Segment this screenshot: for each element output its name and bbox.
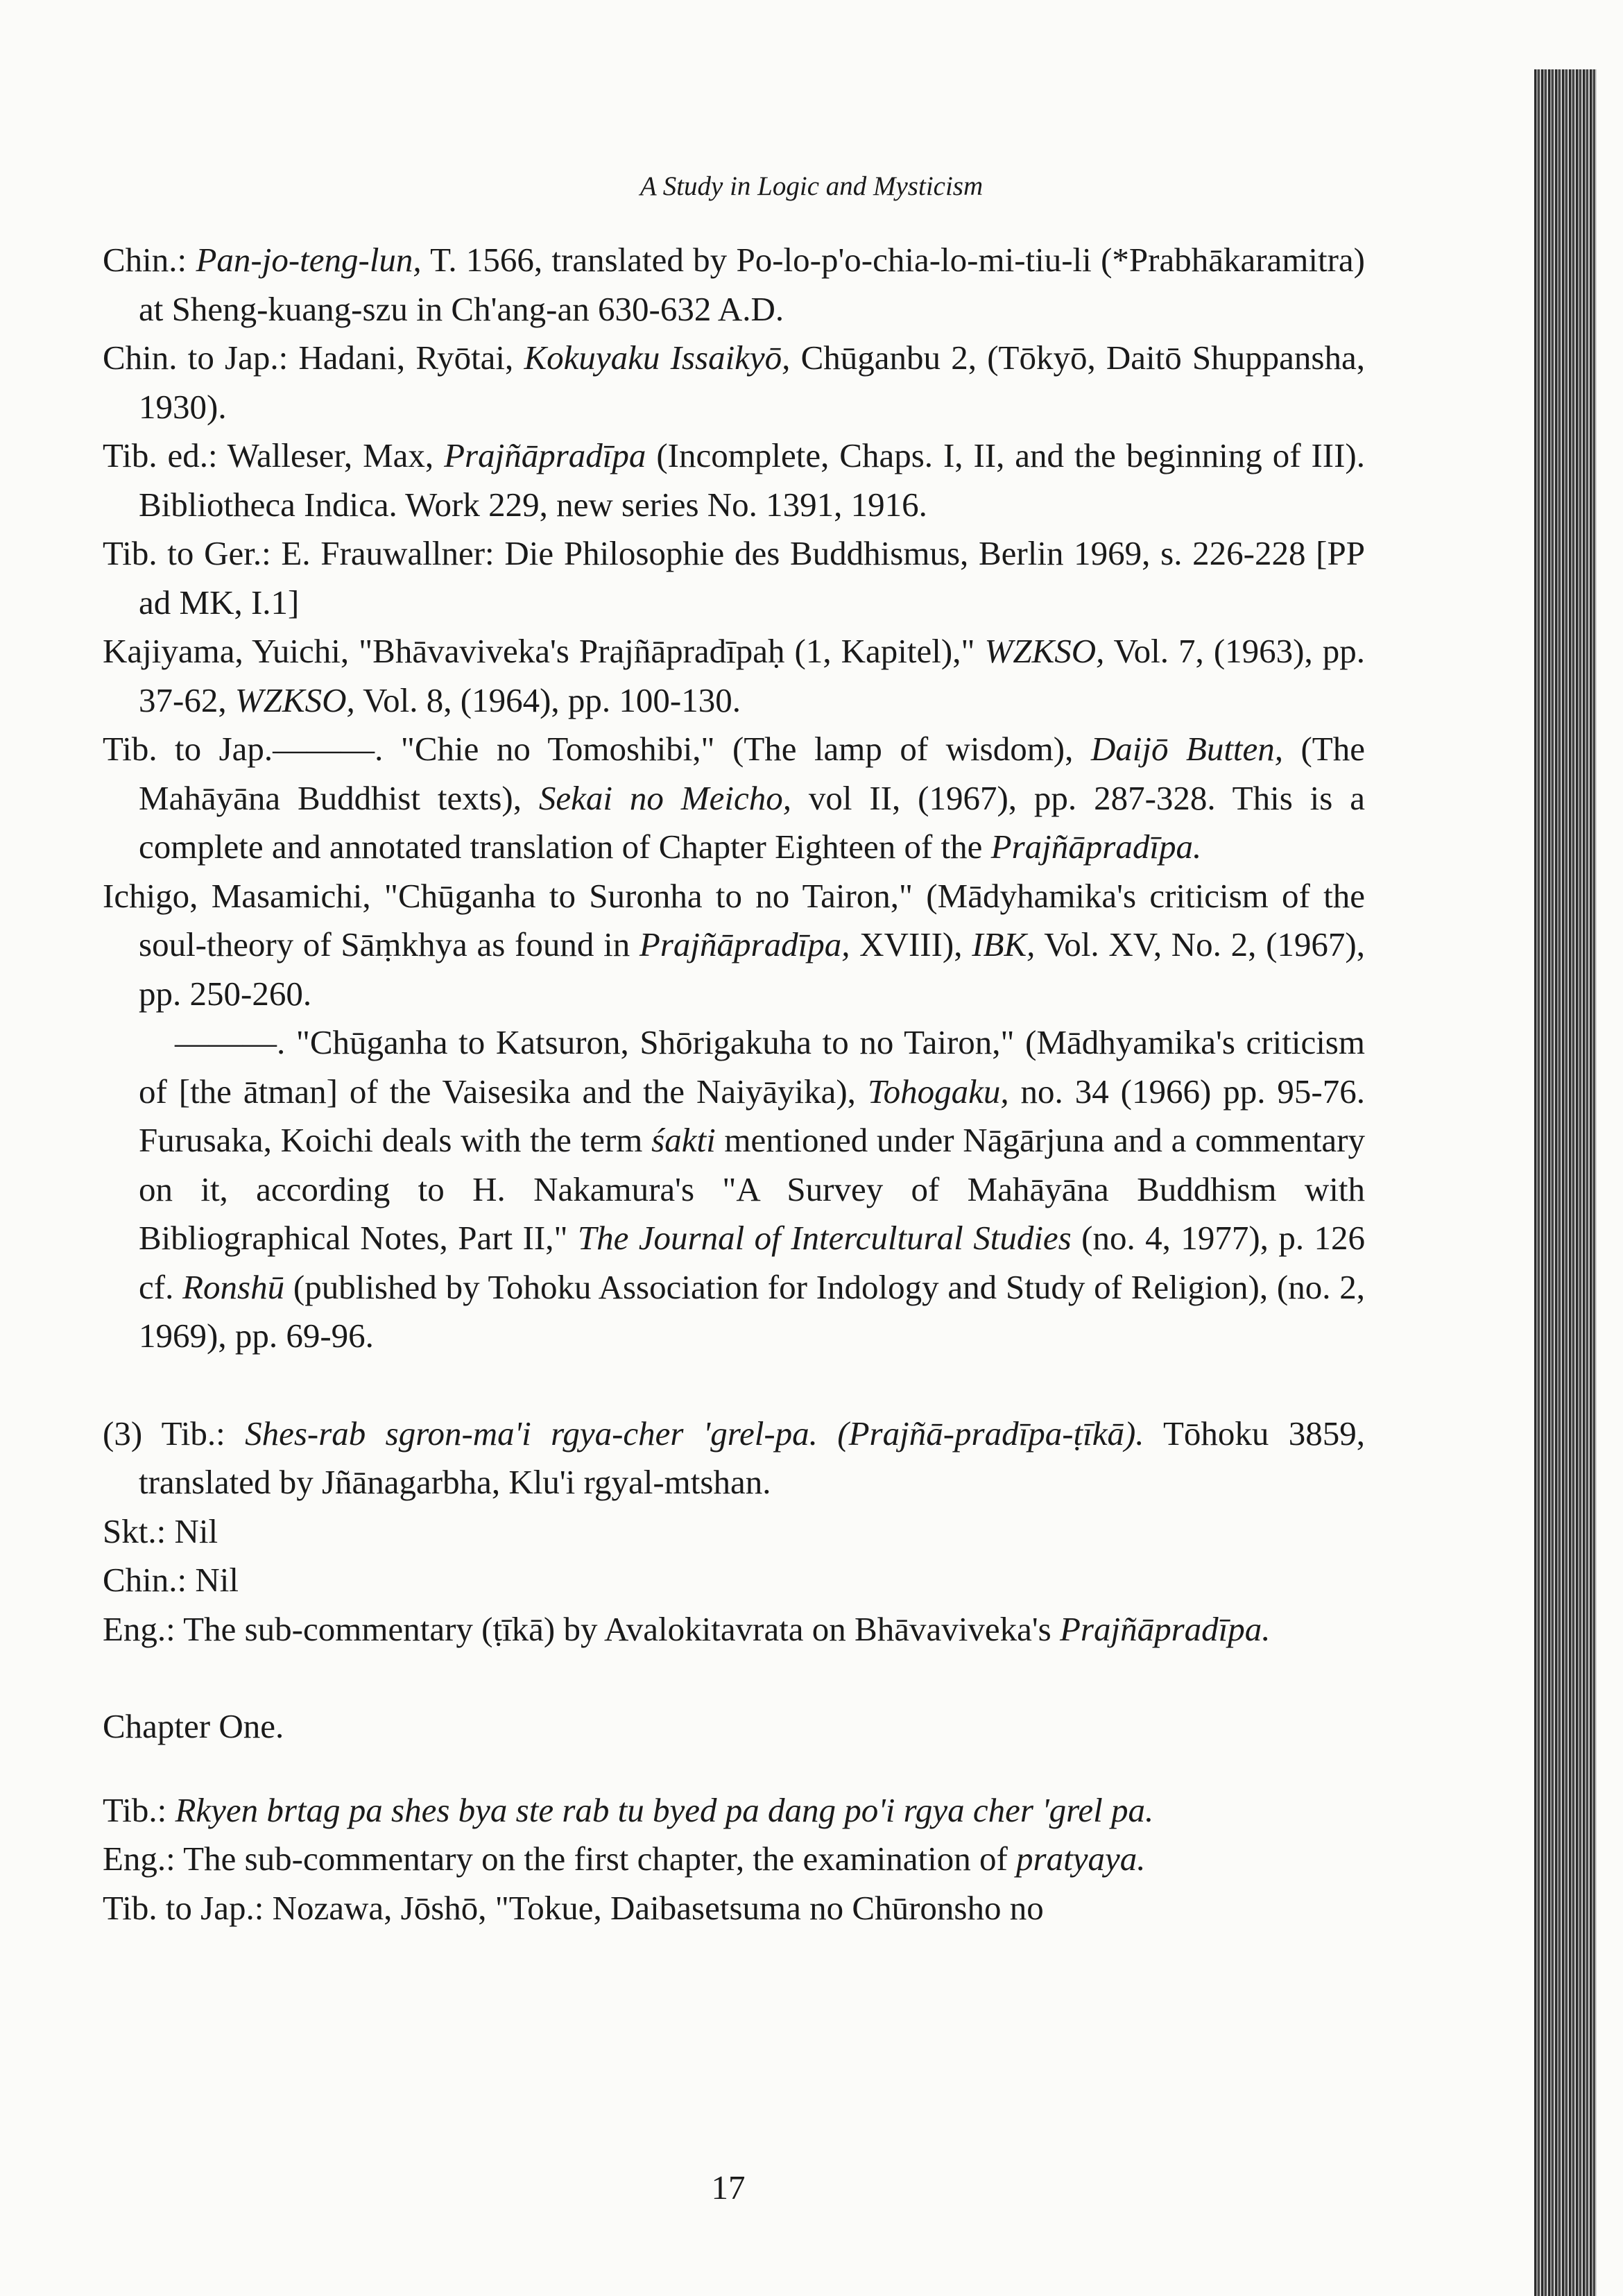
entry-ichigo-continuation: ———. "Chūganha to Katsuron, Shōrigakuha to no Tairon," (Mādhyamika's criticism of [the ātman] of the Vaisesika and the Naiyāyika), Tohogaku, no. 34 (1966) pp. 95-76. Furusaka, Koichi deals with the term śakti mentioned under Nāgārjuna and a commentary on it, according to H. Nakamura's "A Survey of Mahāyāna Buddhism with Bibliographical Notes, Part II," The Journal of Intercultural Studies (no. 4, 1977), p. 126 cf. Ronshū (published by Tohoku Association for Indology and Study of Religion), (no. 2, 1969), pp. 69-96. <box>139 1023 1366 1355</box>
entry-chin-to-jap: Chin. to Jap.: Hadani, Ryōtai, Kokuyaku Issaikyō, Chūganbu 2, (Tōkyō, Daitō Shuppansha, 1930). <box>103 339 1365 426</box>
spacer <box>103 1751 1365 1786</box>
spacer <box>103 1361 1365 1410</box>
entry-chin: Chin.: Pan-jo-teng-lun, T. 1566, translated by Po-lo-p'o-chia-lo-mi-tiu-li (*Prabhākaramitra) at Sheng-kuang-szu in Ch'ang-an 630-632 A.D. <box>103 241 1365 328</box>
entry-chapter-tib-to-jap: Tib. to Jap.: Nozawa, Jōshō, "Tokue, Daibasetsuma no Chūronsho no <box>103 1888 1044 1927</box>
running-head: A Study in Logic and Mysticism <box>639 171 984 201</box>
spacer <box>103 1654 1365 1702</box>
entry-chapter-eng: Eng.: The sub-commentary on the first chapter, the examination of pratyaya. <box>103 1840 1146 1878</box>
entry-section3-tib: (3) Tib.: Shes-rab sgron-ma'i rgya-cher 'grel-pa. (Prajñā-pradīpa-ṭīkā). Tōhoku 3859, translated by Jñānagarbha, Klu'i rgyal-mtshan. <box>103 1414 1366 1501</box>
body-text <box>103 236 1365 1933</box>
entry-tib-to-ger: Tib. to Ger.: E. Frauwallner: Die Philosophie des Buddhismus, Berlin 1969, s. 226-228 [PP ad MK, I.1] <box>103 534 1365 622</box>
entry-section3-skt: Skt.: Nil <box>103 1511 218 1550</box>
entry-tib-to-jap: Tib. to Jap.———. "Chie no Tomoshibi," (The lamp of wisdom), Daijō Butten, (The Mahāyāna Buddhist texts), Sekai no Meicho, vol II, (1967), pp. 287-328. This is a complete and annotated translation of Chapter Eighteen of the Prajñāpradīpa. <box>103 730 1365 866</box>
entry-tib-ed: Tib. ed.: Walleser, Max, Prajñāpradīpa (Incomplete, Chaps. I, II, and the beginning of III). Bibliotheca Indica. Work 229, new series No. 1391, 1916. <box>103 436 1365 524</box>
book-edge-strip <box>1534 69 1597 2296</box>
entry-chapter-tib: Tib.: Rkyen brtag pa shes bya ste rab tu byed pa dang po'i rgya cher 'grel pa. <box>103 1790 1154 1829</box>
entry-ichigo: Ichigo, Masamichi, "Chūganha to Suronha to no Tairon," (Mādyhamika's criticism of the soul-theory of Sāṃkhya as found in Prajñāpradīpa, XVIII), IBK, Vol. XV, No. 2, (1967), pp. 250-260. <box>103 876 1366 1013</box>
entry-kajiyama: Kajiyama, Yuichi, "Bhāvaviveka's Prajñāpradīpaḥ (1, Kapitel)," WZKSO, Vol. 7, (1963), pp. 37-62, WZKSO, Vol. 8, (1964), pp. 100-130. <box>103 632 1365 719</box>
chapter-heading: Chapter One. <box>103 1707 284 1745</box>
entry-section3-eng: Eng.: The sub-commentary (ṭīkā) by Avalokitavrata on Bhāvaviveka's Prajñāpradīpa. <box>103 1609 1271 1648</box>
entry-section3-chin: Chin.: Nil <box>103 1561 239 1599</box>
page-number: 17 <box>711 2168 746 2207</box>
